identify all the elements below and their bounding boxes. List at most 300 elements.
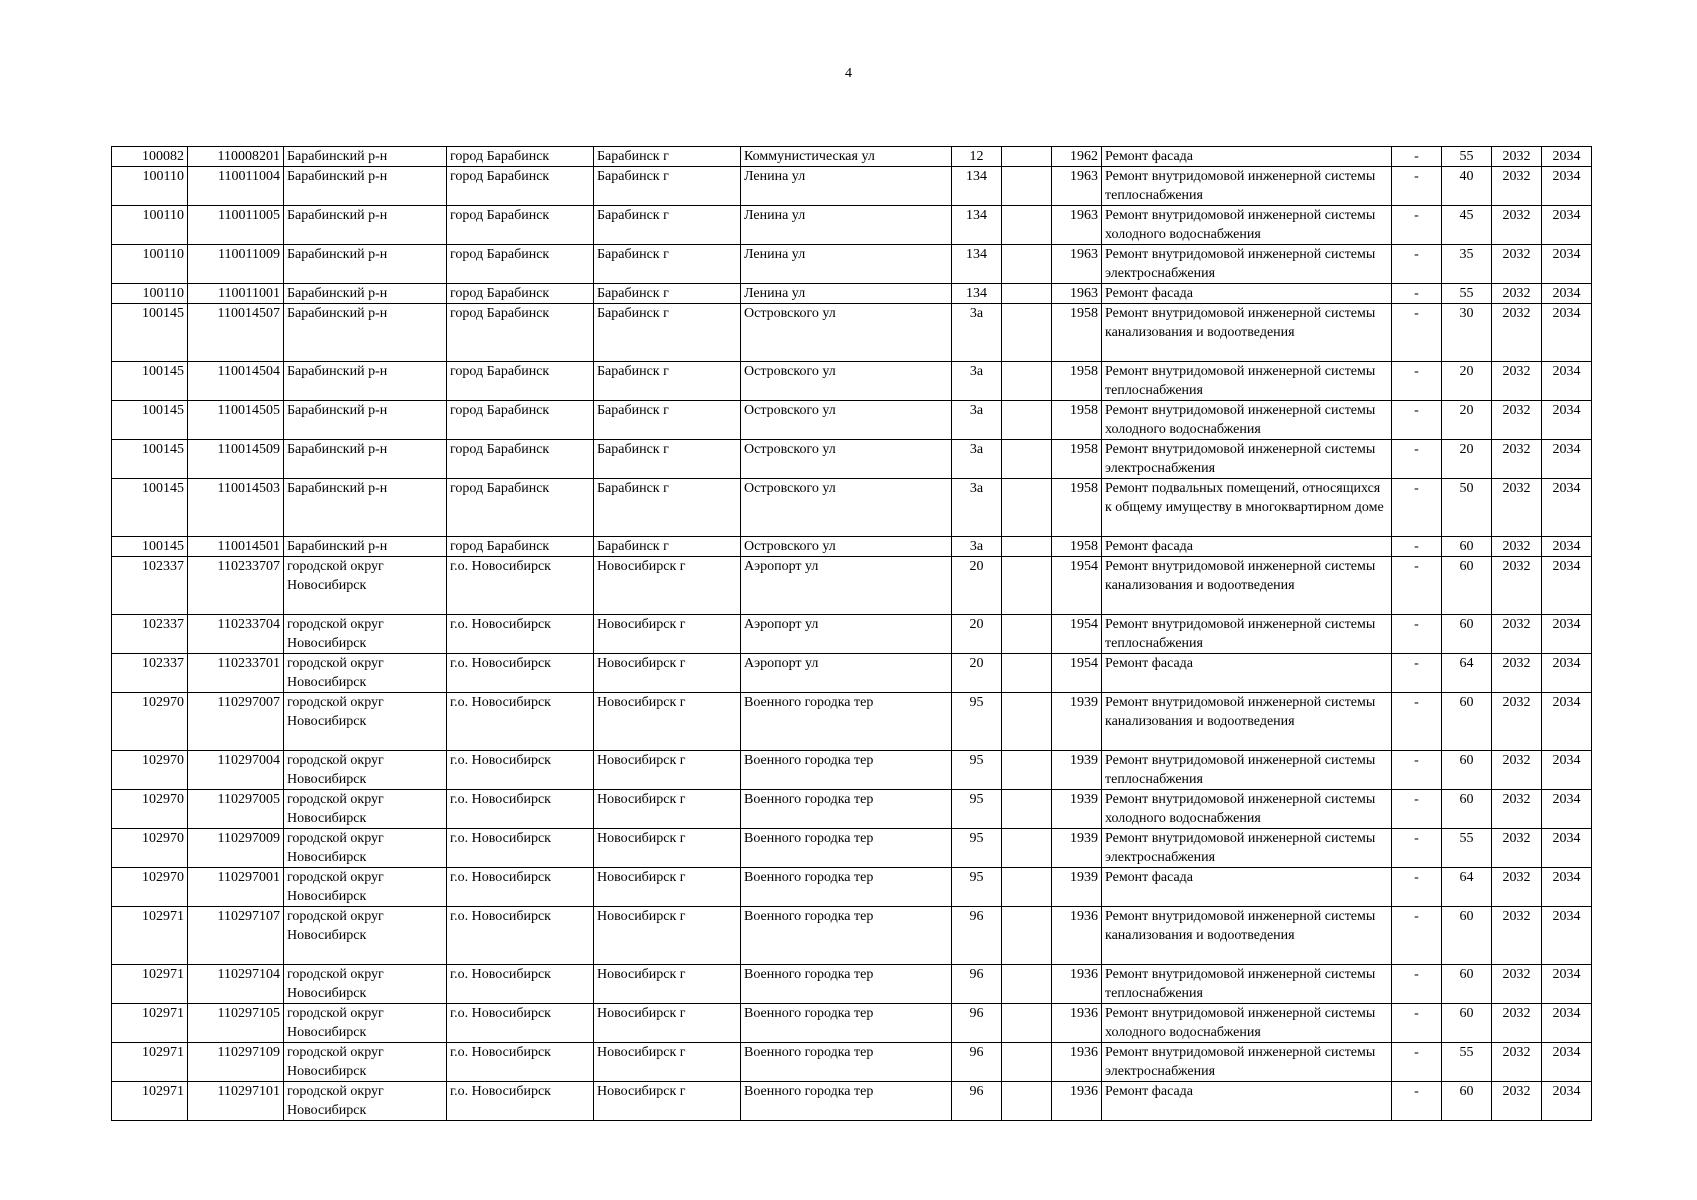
cell-dash: - — [1392, 206, 1442, 245]
cell-building — [1002, 479, 1052, 537]
cell-house-number: 95 — [952, 751, 1002, 790]
cell-year-built: 1963 — [1052, 284, 1102, 304]
cell-municipality: г.о. Новосибирск — [447, 790, 594, 829]
cell-street: Военного городка тер — [741, 693, 952, 751]
cell-district: Барабинский р-н — [284, 304, 447, 362]
cell-wear: 60 — [1442, 965, 1492, 1004]
table-row — [112, 440, 1592, 479]
cell-municipality: г.о. Новосибирск — [447, 751, 594, 790]
cell-work-type: Ремонт внутридомовой инженерной системы электроснабжения — [1102, 1043, 1392, 1082]
cell-wear: 64 — [1442, 868, 1492, 907]
cell-year-start: 2032 — [1492, 147, 1542, 167]
cell-dash: - — [1392, 147, 1442, 167]
cell-year-built: 1958 — [1052, 537, 1102, 557]
cell-year-start: 2032 — [1492, 1004, 1542, 1043]
cell-district: городской округ Новосибирск — [284, 868, 447, 907]
cell-settlement: Новосибирск г — [594, 751, 741, 790]
cell-house-id: 100145 — [112, 304, 188, 362]
cell-house-number: 3а — [952, 362, 1002, 401]
cell-work-id: 110014504 — [188, 362, 284, 401]
cell-wear: 30 — [1442, 304, 1492, 362]
cell-building — [1002, 1082, 1052, 1121]
cell-street: Островского ул — [741, 401, 952, 440]
cell-work-type: Ремонт внутридомовой инженерной системы электроснабжения — [1102, 440, 1392, 479]
cell-year-built: 1936 — [1052, 965, 1102, 1004]
cell-work-id: 110011005 — [188, 206, 284, 245]
cell-house-id: 100145 — [112, 401, 188, 440]
cell-year-built: 1939 — [1052, 868, 1102, 907]
cell-building — [1002, 304, 1052, 362]
cell-house-number: 20 — [952, 654, 1002, 693]
cell-house-id: 102971 — [112, 1004, 188, 1043]
cell-district: городской округ Новосибирск — [284, 1043, 447, 1082]
cell-wear: 64 — [1442, 654, 1492, 693]
cell-building — [1002, 654, 1052, 693]
cell-municipality: город Барабинск — [447, 284, 594, 304]
cell-district: Барабинский р-н — [284, 147, 447, 167]
cell-work-id: 110297005 — [188, 790, 284, 829]
table-row — [112, 557, 1592, 615]
cell-settlement: Барабинск г — [594, 537, 741, 557]
cell-wear: 55 — [1442, 147, 1492, 167]
cell-dash: - — [1392, 829, 1442, 868]
cell-dash: - — [1392, 440, 1442, 479]
cell-house-number: 134 — [952, 245, 1002, 284]
cell-street: Военного городка тер — [741, 965, 952, 1004]
cell-work-type: Ремонт внутридомовой инженерной системы электроснабжения — [1102, 829, 1392, 868]
cell-building — [1002, 693, 1052, 751]
cell-year-end: 2034 — [1542, 362, 1592, 401]
cell-street: Островского ул — [741, 479, 952, 537]
cell-building — [1002, 557, 1052, 615]
cell-dash: - — [1392, 557, 1442, 615]
cell-work-type: Ремонт фасада — [1102, 654, 1392, 693]
cell-house-number: 95 — [952, 829, 1002, 868]
cell-year-built: 1954 — [1052, 615, 1102, 654]
cell-work-type: Ремонт внутридомовой инженерной системы электроснабжения — [1102, 245, 1392, 284]
cell-work-type: Ремонт внутридомовой инженерной системы теплоснабжения — [1102, 965, 1392, 1004]
cell-municipality: г.о. Новосибирск — [447, 615, 594, 654]
cell-year-end: 2034 — [1542, 206, 1592, 245]
cell-building — [1002, 615, 1052, 654]
cell-house-number: 96 — [952, 1004, 1002, 1043]
cell-wear: 60 — [1442, 907, 1492, 965]
cell-building — [1002, 167, 1052, 206]
cell-year-start: 2032 — [1492, 304, 1542, 362]
cell-year-end: 2034 — [1542, 868, 1592, 907]
cell-municipality: город Барабинск — [447, 401, 594, 440]
cell-building — [1002, 537, 1052, 557]
cell-wear: 20 — [1442, 440, 1492, 479]
cell-district: городской округ Новосибирск — [284, 654, 447, 693]
cell-dash: - — [1392, 167, 1442, 206]
cell-settlement: Барабинск г — [594, 167, 741, 206]
cell-wear: 55 — [1442, 284, 1492, 304]
cell-work-type: Ремонт внутридомовой инженерной системы канализования и водоотведения — [1102, 557, 1392, 615]
cell-municipality: г.о. Новосибирск — [447, 557, 594, 615]
cell-house-number: 95 — [952, 790, 1002, 829]
cell-settlement: Новосибирск г — [594, 965, 741, 1004]
cell-year-end: 2034 — [1542, 479, 1592, 537]
cell-work-id: 110297009 — [188, 829, 284, 868]
cell-dash: - — [1392, 537, 1442, 557]
cell-house-id: 100145 — [112, 362, 188, 401]
cell-wear: 20 — [1442, 401, 1492, 440]
cell-municipality: г.о. Новосибирск — [447, 1082, 594, 1121]
cell-settlement: Барабинск г — [594, 304, 741, 362]
cell-year-end: 2034 — [1542, 440, 1592, 479]
cell-year-end: 2034 — [1542, 557, 1592, 615]
table-row — [112, 965, 1592, 1004]
cell-work-id: 110011009 — [188, 245, 284, 284]
cell-year-end: 2034 — [1542, 654, 1592, 693]
cell-municipality: г.о. Новосибирск — [447, 1004, 594, 1043]
cell-street: Аэропорт ул — [741, 654, 952, 693]
cell-municipality: город Барабинск — [447, 304, 594, 362]
cell-district: Барабинский р-н — [284, 362, 447, 401]
cell-wear: 35 — [1442, 245, 1492, 284]
cell-settlement: Новосибирск г — [594, 1004, 741, 1043]
cell-year-built: 1939 — [1052, 790, 1102, 829]
table-row — [112, 245, 1592, 284]
cell-district: городской округ Новосибирск — [284, 693, 447, 751]
cell-year-built: 1962 — [1052, 147, 1102, 167]
cell-year-start: 2032 — [1492, 440, 1542, 479]
cell-work-id: 110297101 — [188, 1082, 284, 1121]
cell-year-start: 2032 — [1492, 1082, 1542, 1121]
cell-work-id: 110011004 — [188, 167, 284, 206]
cell-wear: 40 — [1442, 167, 1492, 206]
cell-settlement: Новосибирск г — [594, 790, 741, 829]
cell-work-id: 110233704 — [188, 615, 284, 654]
cell-street: Военного городка тер — [741, 829, 952, 868]
table-row — [112, 1004, 1592, 1043]
cell-settlement: Новосибирск г — [594, 907, 741, 965]
cell-district: городской округ Новосибирск — [284, 1004, 447, 1043]
cell-building — [1002, 790, 1052, 829]
cell-district: Барабинский р-н — [284, 479, 447, 537]
cell-street: Военного городка тер — [741, 751, 952, 790]
cell-district: городской округ Новосибирск — [284, 615, 447, 654]
cell-work-type: Ремонт внутридомовой инженерной системы теплоснабжения — [1102, 751, 1392, 790]
table-row — [112, 751, 1592, 790]
cell-year-start: 2032 — [1492, 829, 1542, 868]
table-row — [112, 790, 1592, 829]
cell-house-number: 134 — [952, 284, 1002, 304]
cell-work-type: Ремонт внутридомовой инженерной системы канализования и водоотведения — [1102, 907, 1392, 965]
cell-house-number: 96 — [952, 965, 1002, 1004]
cell-municipality: город Барабинск — [447, 440, 594, 479]
cell-house-id: 100110 — [112, 167, 188, 206]
cell-street: Ленина ул — [741, 245, 952, 284]
cell-year-end: 2034 — [1542, 1082, 1592, 1121]
cell-wear: 60 — [1442, 615, 1492, 654]
cell-building — [1002, 362, 1052, 401]
cell-year-start: 2032 — [1492, 1043, 1542, 1082]
cell-year-built: 1936 — [1052, 1004, 1102, 1043]
cell-year-start: 2032 — [1492, 693, 1542, 751]
cell-year-end: 2034 — [1542, 284, 1592, 304]
page-number: 4 — [845, 66, 852, 81]
table-row — [112, 284, 1592, 304]
cell-settlement: Барабинск г — [594, 284, 741, 304]
cell-year-built: 1958 — [1052, 304, 1102, 362]
cell-year-end: 2034 — [1542, 615, 1592, 654]
cell-district: городской округ Новосибирск — [284, 1082, 447, 1121]
cell-year-start: 2032 — [1492, 245, 1542, 284]
cell-year-built: 1963 — [1052, 167, 1102, 206]
cell-work-id: 110297109 — [188, 1043, 284, 1082]
cell-street: Военного городка тер — [741, 907, 952, 965]
table-row — [112, 693, 1592, 751]
cell-house-number: 3а — [952, 440, 1002, 479]
cell-work-type: Ремонт внутридомовой инженерной системы холодного водоснабжения — [1102, 790, 1392, 829]
cell-year-end: 2034 — [1542, 751, 1592, 790]
cell-year-built: 1954 — [1052, 654, 1102, 693]
cell-house-number: 95 — [952, 868, 1002, 907]
cell-wear: 60 — [1442, 557, 1492, 615]
cell-settlement: Барабинск г — [594, 440, 741, 479]
cell-district: городской округ Новосибирск — [284, 965, 447, 1004]
cell-wear: 55 — [1442, 829, 1492, 868]
cell-work-id: 110014503 — [188, 479, 284, 537]
cell-work-id: 110297104 — [188, 965, 284, 1004]
cell-dash: - — [1392, 304, 1442, 362]
cell-year-end: 2034 — [1542, 965, 1592, 1004]
cell-work-id: 110297004 — [188, 751, 284, 790]
cell-year-end: 2034 — [1542, 304, 1592, 362]
cell-house-id: 100145 — [112, 440, 188, 479]
table-row — [112, 868, 1592, 907]
cell-work-id: 110297007 — [188, 693, 284, 751]
cell-district: городской округ Новосибирск — [284, 557, 447, 615]
cell-work-id: 110233707 — [188, 557, 284, 615]
cell-building — [1002, 440, 1052, 479]
cell-work-type: Ремонт внутридомовой инженерной системы теплоснабжения — [1102, 167, 1392, 206]
cell-house-number: 3а — [952, 479, 1002, 537]
cell-building — [1002, 206, 1052, 245]
cell-year-end: 2034 — [1542, 693, 1592, 751]
cell-wear: 60 — [1442, 1082, 1492, 1121]
cell-work-type: Ремонт фасада — [1102, 537, 1392, 557]
cell-wear: 60 — [1442, 1004, 1492, 1043]
cell-settlement: Барабинск г — [594, 206, 741, 245]
cell-work-id: 110297001 — [188, 868, 284, 907]
cell-year-end: 2034 — [1542, 790, 1592, 829]
cell-house-id: 100082 — [112, 147, 188, 167]
cell-settlement: Новосибирск г — [594, 615, 741, 654]
cell-work-type: Ремонт фасада — [1102, 284, 1392, 304]
cell-work-type: Ремонт фасада — [1102, 1082, 1392, 1121]
cell-municipality: г.о. Новосибирск — [447, 693, 594, 751]
cell-dash: - — [1392, 1004, 1442, 1043]
cell-dash: - — [1392, 284, 1442, 304]
cell-municipality: г.о. Новосибирск — [447, 654, 594, 693]
cell-dash: - — [1392, 790, 1442, 829]
table-row — [112, 401, 1592, 440]
cell-dash: - — [1392, 751, 1442, 790]
cell-municipality: город Барабинск — [447, 167, 594, 206]
cell-work-id: 110014501 — [188, 537, 284, 557]
cell-work-id: 110014507 — [188, 304, 284, 362]
cell-building — [1002, 965, 1052, 1004]
cell-municipality: город Барабинск — [447, 362, 594, 401]
cell-house-number: 12 — [952, 147, 1002, 167]
cell-dash: - — [1392, 907, 1442, 965]
cell-year-start: 2032 — [1492, 401, 1542, 440]
cell-house-id: 102970 — [112, 751, 188, 790]
cell-district: Барабинский р-н — [284, 245, 447, 284]
cell-settlement: Барабинск г — [594, 362, 741, 401]
cell-house-id: 102970 — [112, 790, 188, 829]
cell-house-id: 102971 — [112, 907, 188, 965]
cell-year-start: 2032 — [1492, 965, 1542, 1004]
cell-building — [1002, 1004, 1052, 1043]
cell-settlement: Новосибирск г — [594, 1043, 741, 1082]
cell-street: Ленина ул — [741, 167, 952, 206]
cell-work-type: Ремонт фасада — [1102, 147, 1392, 167]
cell-building — [1002, 147, 1052, 167]
repair-schedule-table — [111, 146, 1592, 1121]
cell-building — [1002, 868, 1052, 907]
cell-year-built: 1958 — [1052, 362, 1102, 401]
cell-house-number: 134 — [952, 167, 1002, 206]
cell-street: Военного городка тер — [741, 868, 952, 907]
cell-year-built: 1958 — [1052, 440, 1102, 479]
cell-wear: 20 — [1442, 362, 1492, 401]
cell-wear: 60 — [1442, 693, 1492, 751]
cell-year-start: 2032 — [1492, 557, 1542, 615]
cell-municipality: г.о. Новосибирск — [447, 965, 594, 1004]
cell-wear: 45 — [1442, 206, 1492, 245]
cell-dash: - — [1392, 693, 1442, 751]
cell-dash: - — [1392, 654, 1442, 693]
cell-street: Военного городка тер — [741, 1043, 952, 1082]
cell-work-type: Ремонт внутридомовой инженерной системы теплоснабжения — [1102, 615, 1392, 654]
cell-wear: 50 — [1442, 479, 1492, 537]
cell-work-type: Ремонт внутридомовой инженерной системы канализования и водоотведения — [1102, 304, 1392, 362]
cell-house-number: 20 — [952, 615, 1002, 654]
cell-work-type: Ремонт подвальных помещений, относящихся к общему имуществу в многоквартирном доме — [1102, 479, 1392, 537]
cell-year-start: 2032 — [1492, 537, 1542, 557]
cell-year-built: 1963 — [1052, 245, 1102, 284]
cell-house-id: 102971 — [112, 965, 188, 1004]
cell-year-end: 2034 — [1542, 1043, 1592, 1082]
cell-street: Военного городка тер — [741, 1082, 952, 1121]
cell-house-id: 102337 — [112, 615, 188, 654]
cell-work-type: Ремонт внутридомовой инженерной системы канализования и водоотведения — [1102, 693, 1392, 751]
cell-street: Аэропорт ул — [741, 557, 952, 615]
cell-dash: - — [1392, 245, 1442, 284]
cell-house-id: 100110 — [112, 206, 188, 245]
cell-year-end: 2034 — [1542, 147, 1592, 167]
cell-house-number: 96 — [952, 1043, 1002, 1082]
table-row — [112, 362, 1592, 401]
table-row — [112, 1043, 1592, 1082]
cell-year-built: 1963 — [1052, 206, 1102, 245]
cell-building — [1002, 829, 1052, 868]
cell-year-end: 2034 — [1542, 245, 1592, 284]
cell-municipality: г.о. Новосибирск — [447, 1043, 594, 1082]
cell-street: Ленина ул — [741, 206, 952, 245]
cell-district: городской округ Новосибирск — [284, 907, 447, 965]
cell-house-id: 100145 — [112, 537, 188, 557]
table-row — [112, 654, 1592, 693]
cell-year-start: 2032 — [1492, 751, 1542, 790]
cell-work-type: Ремонт внутридомовой инженерной системы холодного водоснабжения — [1102, 206, 1392, 245]
cell-dash: - — [1392, 1043, 1442, 1082]
cell-street: Аэропорт ул — [741, 615, 952, 654]
cell-year-start: 2032 — [1492, 615, 1542, 654]
cell-street: Военного городка тер — [741, 1004, 952, 1043]
cell-work-id: 110297105 — [188, 1004, 284, 1043]
cell-year-start: 2032 — [1492, 206, 1542, 245]
cell-year-built: 1954 — [1052, 557, 1102, 615]
cell-year-end: 2034 — [1542, 537, 1592, 557]
cell-dash: - — [1392, 965, 1442, 1004]
cell-building — [1002, 284, 1052, 304]
cell-house-number: 134 — [952, 206, 1002, 245]
cell-district: городской округ Новосибирск — [284, 829, 447, 868]
cell-year-start: 2032 — [1492, 654, 1542, 693]
cell-dash: - — [1392, 615, 1442, 654]
cell-house-id: 102337 — [112, 557, 188, 615]
cell-house-id: 100110 — [112, 245, 188, 284]
cell-year-start: 2032 — [1492, 868, 1542, 907]
cell-work-id: 110233701 — [188, 654, 284, 693]
cell-year-start: 2032 — [1492, 284, 1542, 304]
cell-house-number: 96 — [952, 1082, 1002, 1121]
cell-year-built: 1958 — [1052, 401, 1102, 440]
cell-house-number: 3а — [952, 401, 1002, 440]
cell-street: Островского ул — [741, 440, 952, 479]
cell-settlement: Новосибирск г — [594, 557, 741, 615]
cell-house-id: 102970 — [112, 868, 188, 907]
cell-building — [1002, 1043, 1052, 1082]
cell-dash: - — [1392, 479, 1442, 537]
cell-year-start: 2032 — [1492, 790, 1542, 829]
cell-work-type: Ремонт внутридомовой инженерной системы холодного водоснабжения — [1102, 401, 1392, 440]
cell-district: Барабинский р-н — [284, 537, 447, 557]
cell-year-end: 2034 — [1542, 1004, 1592, 1043]
cell-municipality: г.о. Новосибирск — [447, 907, 594, 965]
cell-house-id: 102970 — [112, 693, 188, 751]
cell-year-built: 1936 — [1052, 907, 1102, 965]
cell-district: Барабинский р-н — [284, 440, 447, 479]
cell-district: Барабинский р-н — [284, 167, 447, 206]
cell-year-end: 2034 — [1542, 401, 1592, 440]
cell-settlement: Барабинск г — [594, 245, 741, 284]
table-row — [112, 206, 1592, 245]
table-row — [112, 907, 1592, 965]
table-row — [112, 1082, 1592, 1121]
cell-house-number: 95 — [952, 693, 1002, 751]
cell-work-type: Ремонт внутридомовой инженерной системы холодного водоснабжения — [1102, 1004, 1392, 1043]
cell-dash: - — [1392, 868, 1442, 907]
cell-work-type: Ремонт внутридомовой инженерной системы теплоснабжения — [1102, 362, 1392, 401]
cell-year-built: 1936 — [1052, 1082, 1102, 1121]
cell-building — [1002, 401, 1052, 440]
cell-municipality: город Барабинск — [447, 479, 594, 537]
cell-dash: - — [1392, 1082, 1442, 1121]
cell-municipality: город Барабинск — [447, 245, 594, 284]
cell-wear: 60 — [1442, 537, 1492, 557]
cell-house-id: 100145 — [112, 479, 188, 537]
cell-year-built: 1936 — [1052, 1043, 1102, 1082]
cell-wear: 60 — [1442, 751, 1492, 790]
cell-settlement: Новосибирск г — [594, 868, 741, 907]
cell-year-built: 1958 — [1052, 479, 1102, 537]
